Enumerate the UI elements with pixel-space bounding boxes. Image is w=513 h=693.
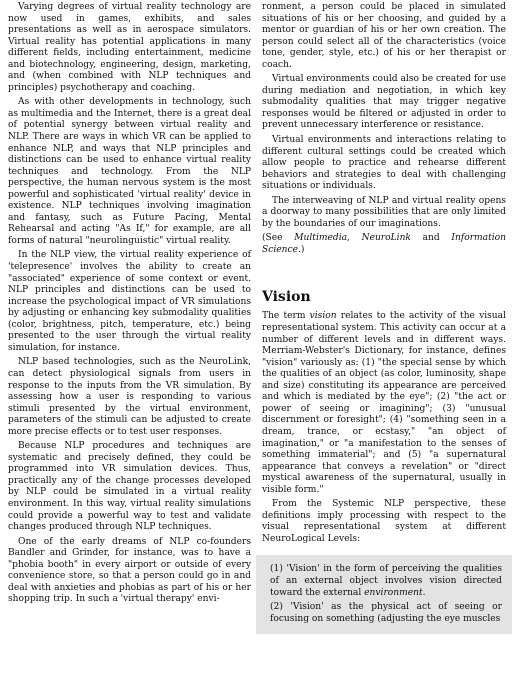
right-column bbox=[262, 2, 506, 634]
vision-definition-paragraph: The term vision relates to the activity of the visual representational system. This activity can occur at a number of different levels and in different ways. Merriam-Webster's Dictionary, for instance, defines "vision" variously as: (1) "the special sense by which the qualities of an object (as color, luminosity, shape and size) constituting its appearance are perceived and which is mediated by the eye"; (2) "the act or power of seeing or imagining"; (3) "unusual discernment or foresight"; (4) "something seen in a dream, trance, or ecstasy," "an object of imagination," or "a manifestation to the senses of something immaterial"; and (5) "a supernatural appearance that conveys a revelation" or "direct mystical awareness of the supernatural, usually in visible form." bbox=[262, 311, 506, 495]
paragraph: The interweaving of NLP and virtual reality opens a doorway to many possibilities that are only limited by the boundaries of our imaginations. bbox=[262, 195, 506, 229]
paragraph-continued: ronment, a person could be placed in simulated situations of his or her choosing, and guided by a mentor or guardian of his or her own creation. The person could select all of the characteristics (voice tone, gender, style, etc.) of his or her therapist or coach. bbox=[262, 2, 506, 70]
paragraph: Varying degrees of virtual reality technology are now used in games, exhibits, and sales presentations as well as in aerospace simulators. Virtual reality has potential applications in many different fields, including entertainment, medicine and biotechnology, engineering, design, marketing, and (when combined with NLP techniques and principles) psychotherapy and coaching. bbox=[8, 2, 251, 93]
level-item-2: (2) 'Vision' as the physical act of seeing or focusing on something (adjusting the eye muscles bbox=[270, 602, 502, 624]
paragraph: Virtual environments and interactions relating to different cultural settings could be created which allow people to practice and rehearse different behaviors and strategies to deal with challenging situations or individuals. bbox=[262, 135, 506, 192]
paragraph: Virtual environments could also be created for use during mediation and negotiation, in which key submodality qualities that may trigger negative responses would be filtered or adjusted in order to prevent unnecessary interference or resistance. bbox=[262, 74, 506, 131]
levels-box bbox=[256, 555, 512, 634]
paragraph: Because NLP procedures and techniques are systematic and precisely defined, they could be programmed into VR simulation devices. Thus, practically any of the change processes developed by NLP could be simulated in a virtual reality environment. In this way, virtual reality simulations could provide a powerful way to test and validate changes produced through NLP techniques. bbox=[8, 441, 251, 533]
see-also-reference: (See Multimedia, NeuroLink and Information Science.) bbox=[262, 233, 506, 255]
see-also-information-science: Information Science bbox=[262, 233, 506, 255]
paragraph: NLP based technologies, such as the NeuroLink, can detect physiological signals from users in response to the inputs from the VR simulation. By assessing how a user is responding to various stimuli presented by the virtual environment, parameters of the stimuli can be adjusted to create more precise effects or to test user responses. bbox=[8, 357, 251, 437]
paragraph: From the Systemic NLP perspective, these definitions imply processing with respect to the visual representational system at different NeuroLogical Levels: bbox=[262, 499, 506, 544]
paragraph: As with other developments in technology, such as multimedia and the Internet, there is a great deal of potential synergy between virtual reality and NLP. There are ways in which VR can be applied to enhance NLP, and ways that NLP principles and distinctions can be used to enhance virtual reality techniques and technology. From the NLP perspective, the human nervous system is the most powerful and sophisticated 'virtual reality' device in existence. NLP techniques involving imagination and fantasy, such as Future Pacing, Mental Rehearsal and acting "As If," for example, are all forms of natural "neurolinguistic" virtual reality. bbox=[8, 97, 251, 246]
left-column bbox=[8, 2, 251, 606]
paragraph: One of the early dreams of NLP co-founders Bandler and Grinder, for instance, was to have a "phobia booth" in every airport or outside of every convenience store, so that a person could go in and deal with anxieties and phobias as part of his or her shopping trip. In such a 'virtual therapy' envi- bbox=[8, 536, 251, 605]
see-also-neurolink: NeuroLink bbox=[361, 233, 411, 244]
term-vision: vision bbox=[309, 311, 337, 322]
section-heading: Vision bbox=[262, 289, 311, 306]
see-also-multimedia: Multimedia bbox=[294, 233, 348, 244]
level-item-1: (1) 'Vision' in the form of perceiving the qualities of an external object involves vision directed toward the external environment. bbox=[270, 564, 502, 598]
paragraph: In the NLP view, the virtual reality experience of 'telepresence' involves the ability to create an "associated" experience of some context or event. NLP principles and distinctions can be used to increase the psychological impact of VR simulations by adjusting or enhancing key submodality qualities (color, brightness, pitch, temperature, etc.) being presented to the user through the virtual reality simulation, for instance. bbox=[8, 250, 251, 353]
